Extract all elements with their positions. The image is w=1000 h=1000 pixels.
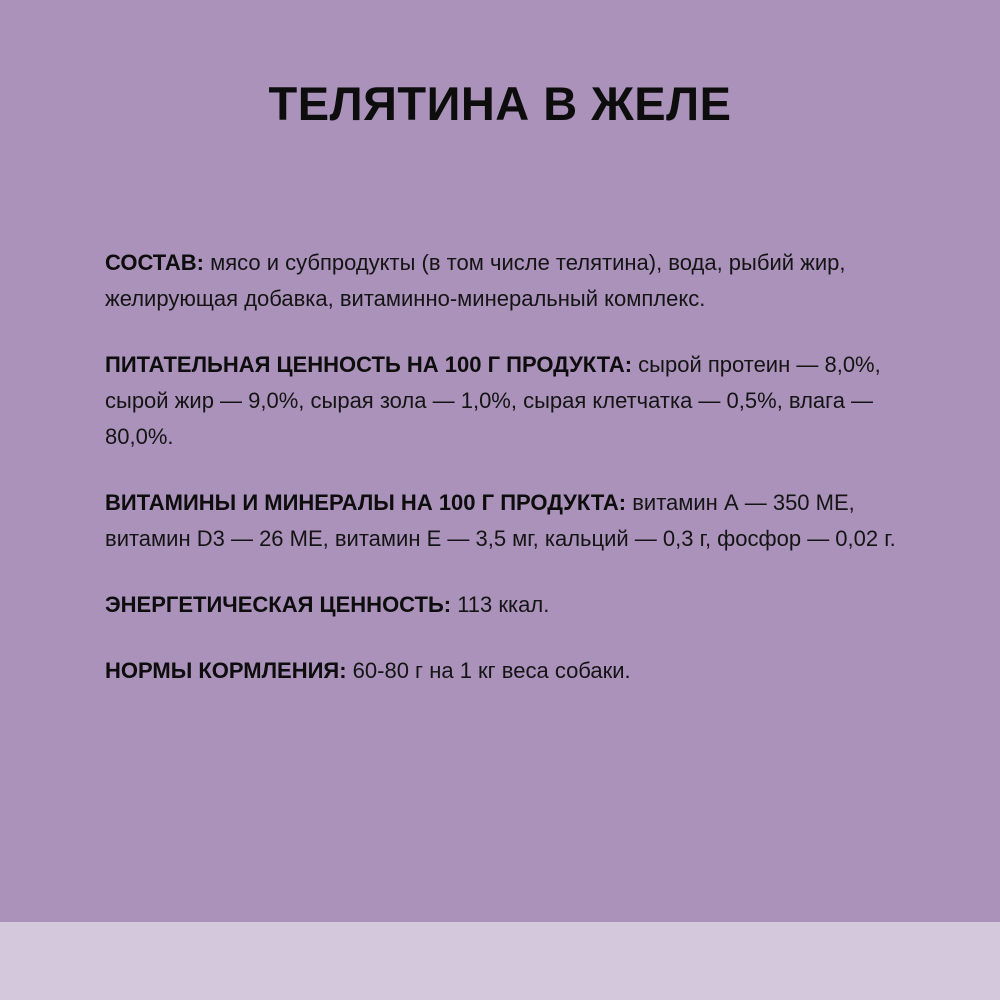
vitamins-minerals-label: ВИТАМИНЫ И МИНЕРАЛЫ НА 100 Г ПРОДУКТА:	[105, 490, 627, 515]
vitamins-minerals-text: витамин А — 350 МЕ, витамин D3 — 26 МЕ, витамин Е — 3,5 мг, кальций — 0,3 г, фосфор — 0,02 г.	[105, 490, 896, 551]
vitamins-minerals-section	[105, 485, 905, 557]
feeding-norms-label: НОРМЫ КОРМЛЕНИЯ:	[105, 658, 347, 683]
feeding-norms-section	[105, 653, 905, 689]
footer-band	[0, 922, 1000, 1000]
composition-section	[105, 245, 905, 317]
feeding-norms-text: 60-80 г на 1 кг веса собаки.	[346, 658, 631, 683]
page-title: ТЕЛЯТИНА В ЖЕЛЕ	[268, 77, 732, 130]
composition-text: мясо и субпродукты (в том числе телятина), вода, рыбий жир, желирующая добавка, витаминно-минеральный комплекс.	[105, 250, 846, 311]
composition-label: СОСТАВ:	[105, 250, 204, 275]
energy-value-section	[105, 587, 905, 623]
energy-value-label: ЭНЕРГЕТИЧЕСКАЯ ЦЕННОСТЬ:	[105, 592, 452, 617]
energy-value-text: 113 ккал.	[451, 592, 550, 617]
nutritional-value-section	[105, 347, 905, 455]
nutritional-value-text: сырой протеин — 8,0%, сырой жир — 9,0%, сырая зола — 1,0%, сырая клетчатка — 0,5%, влага — 80,0%.	[105, 352, 881, 449]
product-details	[105, 245, 905, 719]
nutritional-value-label: ПИТАТЕЛЬНАЯ ЦЕННОСТЬ НА 100 Г ПРОДУКТА:	[105, 352, 633, 377]
